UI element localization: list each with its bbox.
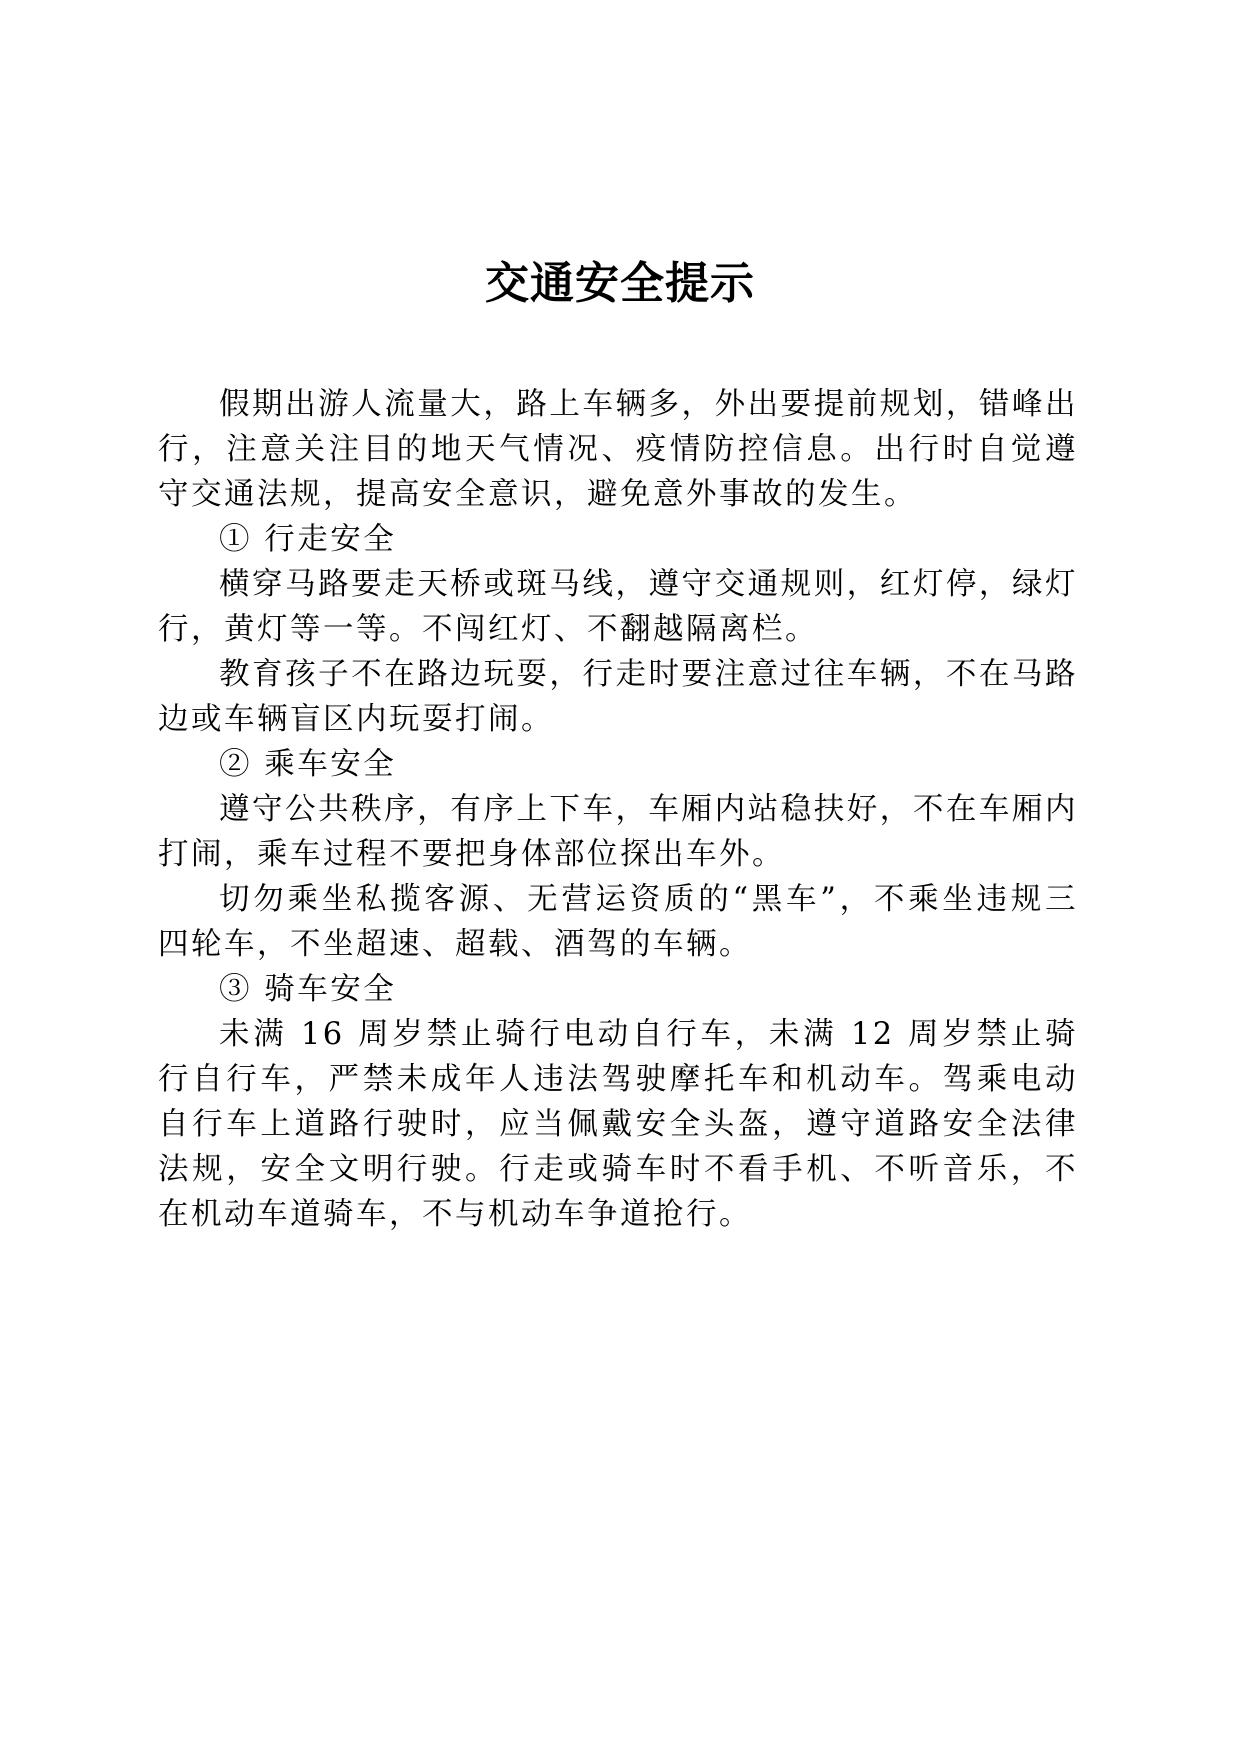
section-heading-walking: ① 行走安全 bbox=[219, 522, 397, 557]
walking-paragraph-2: 教育孩子不在路边玩耍，行走时要注意过往车辆，不在马路边或车辆盲区内玩耍打闹。 bbox=[158, 657, 1078, 737]
page-title: 交通安全提示 bbox=[485, 258, 755, 309]
walking-paragraph-1: 横穿马路要走天桥或斑马线，遵守交通规则，红灯停，绿灯行，黄灯等一等。不闯红灯、不翻越隔离栏。 bbox=[158, 567, 1078, 647]
cycling-paragraph: 未满 16 周岁禁止骑行电动自行车，未满 12 周岁禁止骑行自行车，严禁未成年人违法驾驶摩托车和机动车。驾乘电动自行车上道路行驶时，应当佩戴安全头盔，遵守道路安全法律法规，安全文明行驶。行走或骑车时不看手机、不听音乐，不在机动车道骑车，不与机动车争道抢行。 bbox=[158, 1017, 1078, 1232]
section-heading-riding: ② 乘车安全 bbox=[219, 747, 397, 782]
document-body bbox=[158, 382, 1078, 1237]
riding-paragraph-2: 切勿乘坐私揽客源、无营运资质的“黑车”，不乘坐违规三四轮车，不坐超速、超载、酒驾的车辆。 bbox=[158, 882, 1078, 962]
riding-paragraph-1: 遵守公共秩序，有序上下车，车厢内站稳扶好，不在车厢内打闹，乘车过程不要把身体部位探出车外。 bbox=[158, 792, 1078, 872]
section-heading-cycling: ③ 骑车安全 bbox=[219, 972, 397, 1007]
intro-paragraph: 假期出游人流量大，路上车辆多，外出要提前规划，错峰出行，注意关注目的地天气情况、疫情防控信息。出行时自觉遵守交通法规，提高安全意识，避免意外事故的发生。 bbox=[158, 387, 1078, 512]
